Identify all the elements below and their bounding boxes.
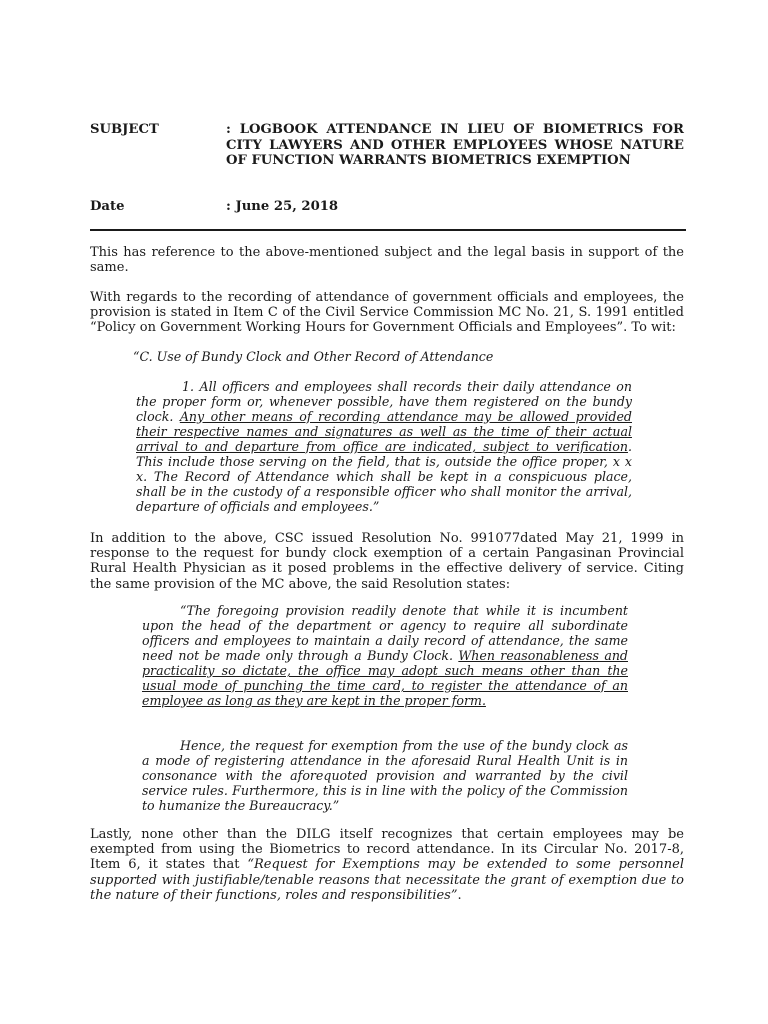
- csc-mc-quote: [136, 379, 632, 514]
- dilg-quoted-text: “Request for Exemptions may be extended to some personnel supported with justifiable/tenable reasons that necessitate the grant of exemption due to the nature of their functions, roles and responsibilities”: [90, 857, 684, 903]
- date-value: : June 25, 2018: [226, 199, 339, 214]
- quote-underlined-text: When reasonableness and practicality so dictate, the office may adopt such means other than the usual mode of punching the time card, to register the attendance of an employee as long as they are kept in the proper form.: [142, 648, 628, 708]
- subject-value: : LOGBOOK ATTENDANCE IN LIEU OF BIOMETRICS FOR CITY LAWYERS AND OTHER EMPLOYEES WHOSE NATURE OF FUNCTION WARRANTS BIOMETRICS EXEMPTION: [226, 122, 684, 168]
- dilg-end: .: [457, 887, 462, 903]
- date-label: Date: [90, 199, 125, 214]
- quote-underlined-text: Any other means of recording attendance may be allowed provided their respective names and signatures as well as the time of their actual arrival to and departure from office are indicated, subject to verification: [136, 409, 632, 454]
- quote-text: . This include those serving on the field, that is, outside the office proper, x x x. The Record of Attendance which shall be kept in a conspicuous place, shall be in the custody of a responsible officer who shall monitor the arrival, departure of officials and employees.”: [136, 439, 632, 514]
- legal-basis-paragraph: With regards to the recording of attendance of government officials and employees, the provision is stated in Item C of the Civil Service Commission MC No. 21, S. 1991 entitled “Policy on Government Working Hours for Government Officials and Employees”. To wit:: [90, 290, 684, 336]
- memo-page: [90, 0, 684, 1024]
- resolution-quote-conclusion: Hence, the request for exemption from the use of the bundy clock as a mode of registering attendance in the aforesaid Rural Health Unit is in consonance with the aforequoted provision and warranted by the civil service rules. Furthermore, this is in line with the policy of the Commission to humanize the Bureaucracy.”: [142, 738, 628, 813]
- resolution-paragraph: In addition to the above, CSC issued Resolution No. 991077dated May 21, 1999 in response to the request for bundy clock exemption of a certain Pangasinan Provincial Rural Health Physician as it posed problems in the effective delivery of service. Citing the same provision of the MC above, the said Resolution states:: [90, 531, 684, 592]
- intro-paragraph: This has reference to the above-mentioned subject and the legal basis in support of the same.: [90, 245, 684, 276]
- subject-label: SUBJECT: [90, 122, 159, 137]
- resolution-quote: [142, 603, 628, 708]
- quote-text: 1. All officers and employees shall records their daily attendance on the proper form or, whenever possible, have them registered on the bundy clock.: [136, 379, 632, 424]
- quote-text: “The foregoing provision readily denote that while it is incumbent upon the head of the department or agency to require all subordinate officers and employees to maintain a daily record of attendance, the same need not be made only through a Bundy Clock.: [142, 603, 628, 663]
- dilg-text: Lastly, none other than the DILG itself recognizes that certain employees may be exempted from using the Biometrics to record attendance. In its Circular No. 2017-8, Item 6, it states that: [90, 827, 684, 873]
- quote-heading: “C. Use of Bundy Clock and Other Record of Attendance: [133, 349, 494, 364]
- header-divider: [90, 229, 686, 231]
- dilg-paragraph: [90, 827, 684, 903]
